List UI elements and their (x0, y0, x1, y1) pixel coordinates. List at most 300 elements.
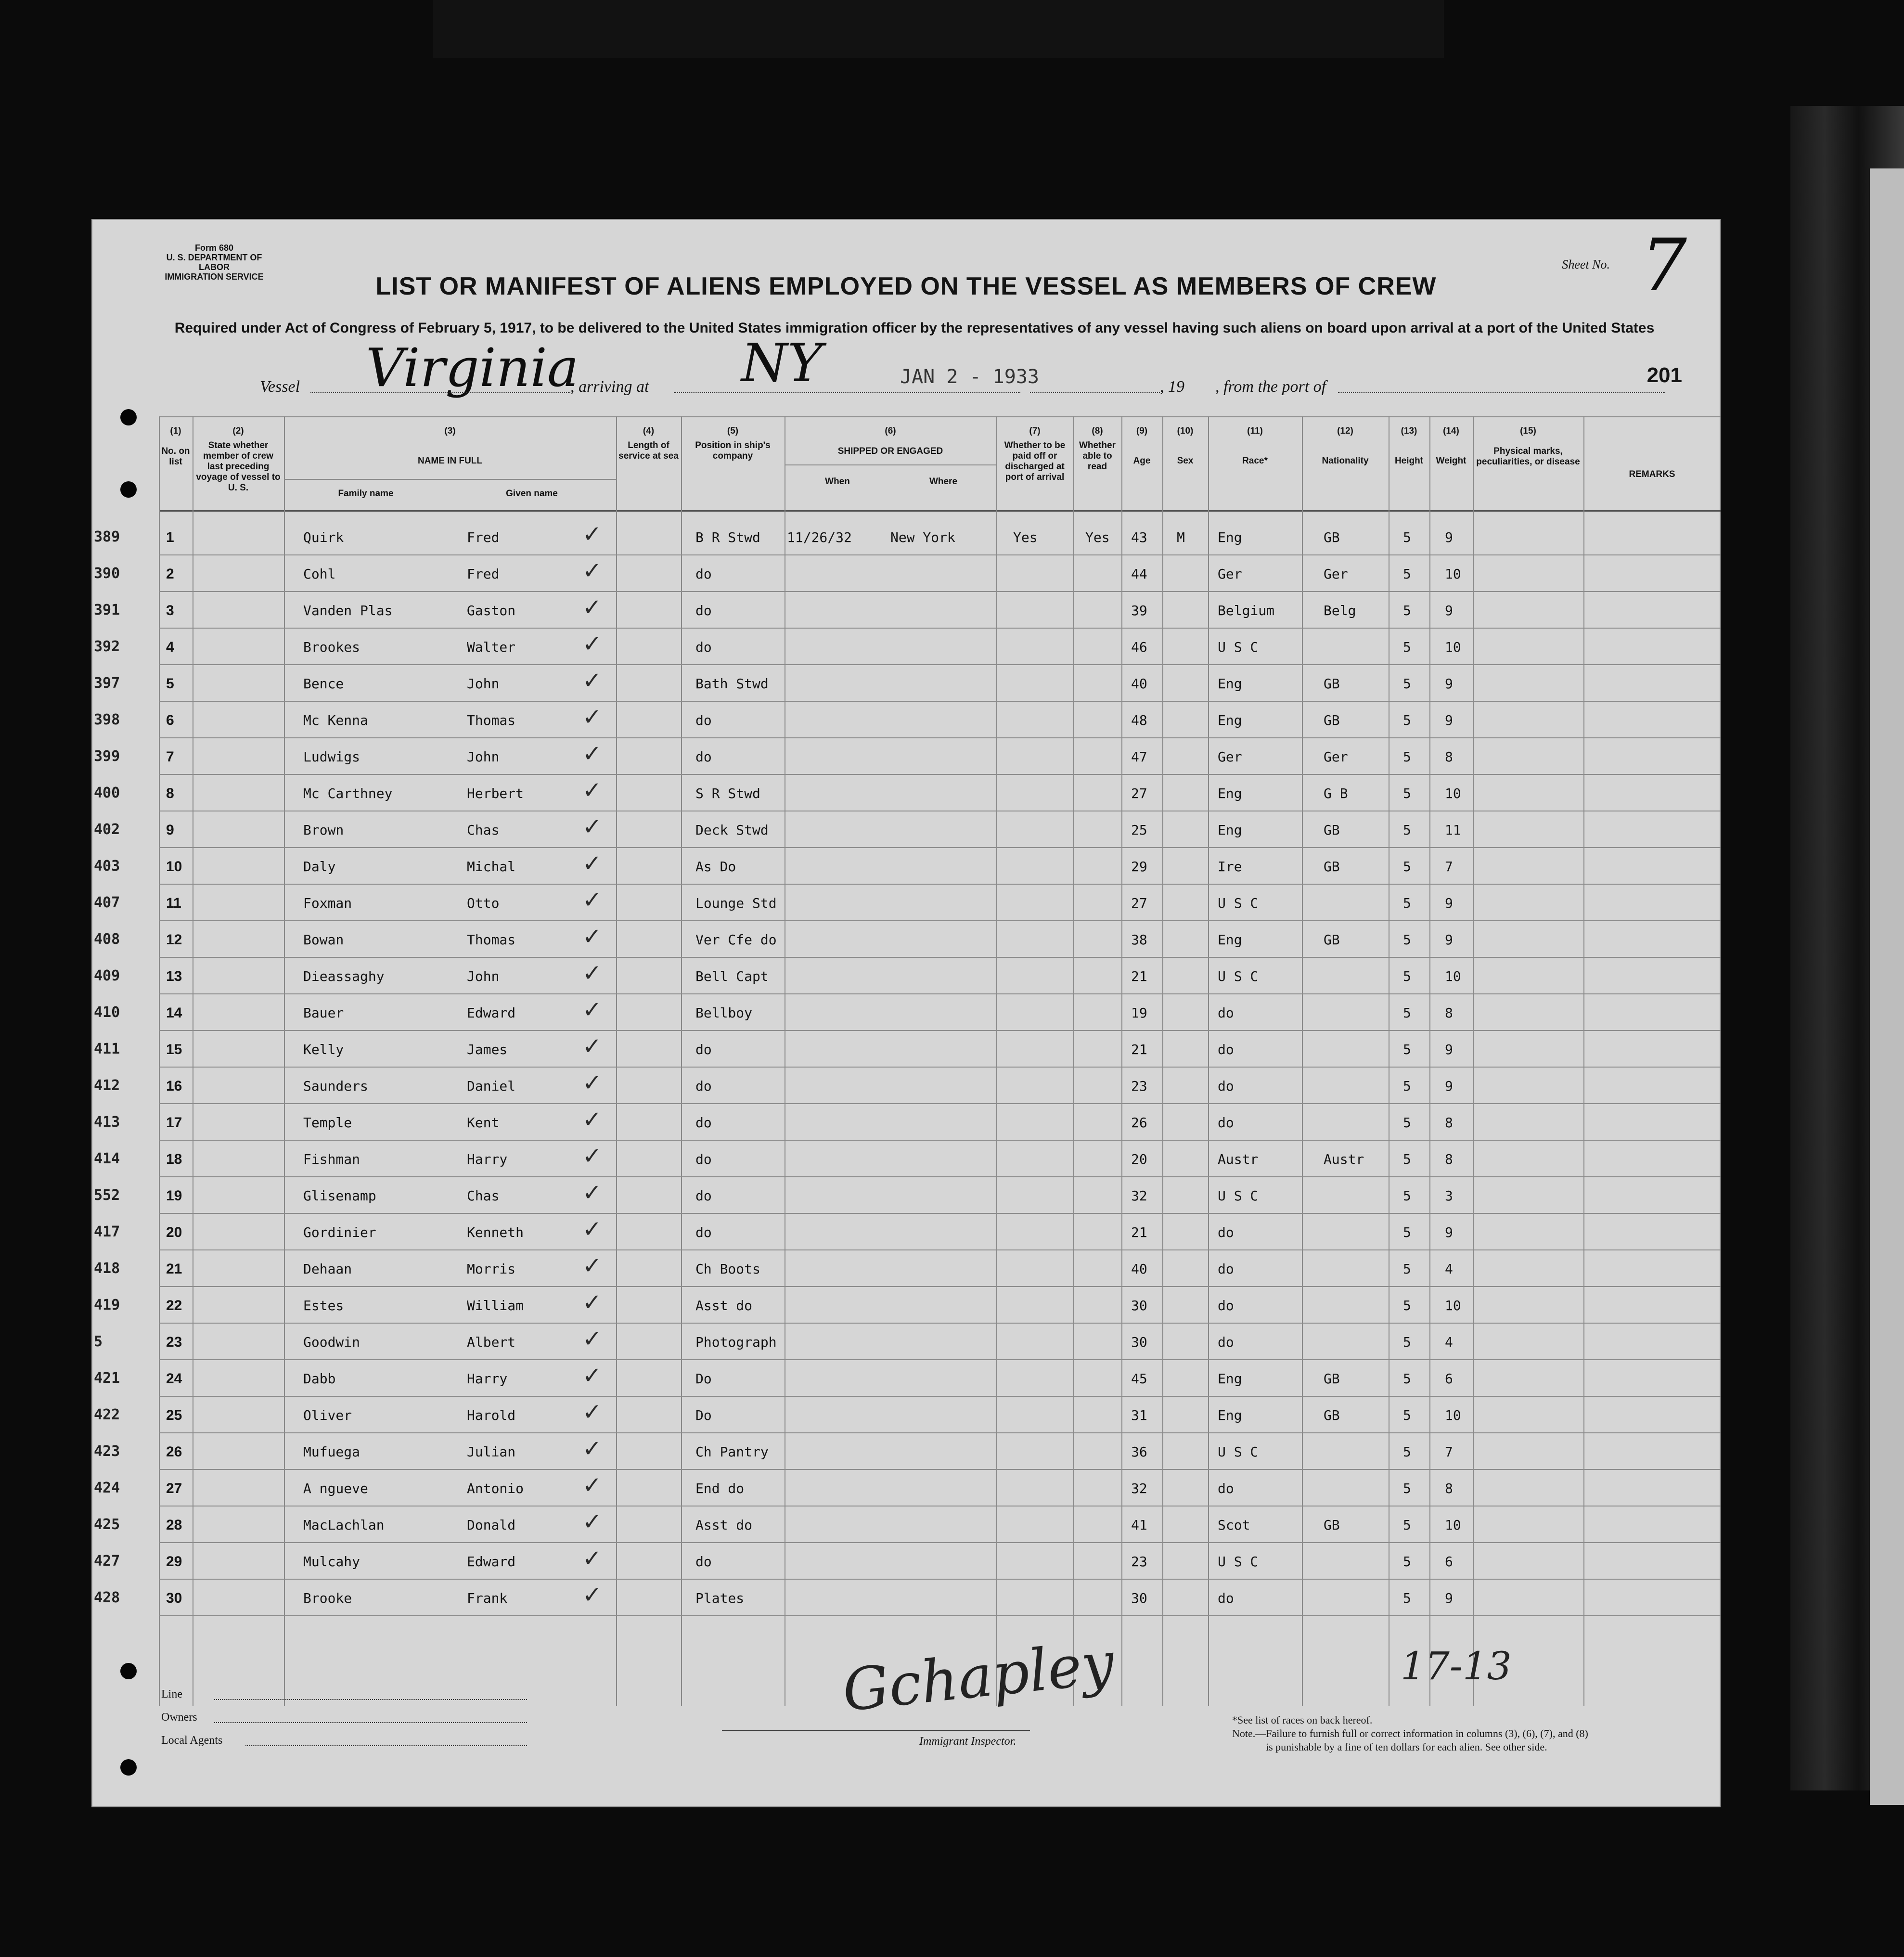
height: 5 (1403, 1407, 1411, 1423)
row-rule (159, 920, 1721, 921)
height: 5 (1403, 1481, 1411, 1496)
weight: 9 (1445, 1224, 1453, 1240)
weight: 6 (1445, 1554, 1453, 1570)
header-col8 (1073, 426, 1121, 472)
margin-reference-number: 409 (94, 967, 120, 984)
nationality: Ger (1324, 749, 1348, 765)
margin-reference-number: 389 (94, 528, 120, 545)
row-number: 4 (166, 639, 174, 655)
row-number: 2 (166, 566, 174, 582)
weight: 9 (1445, 676, 1453, 692)
header-col4 (616, 426, 681, 462)
given-name: Donald (467, 1517, 516, 1533)
age: 21 (1131, 1224, 1147, 1240)
footer-agents-rule (245, 1745, 527, 1746)
given-name: John (467, 749, 500, 765)
weight: 4 (1445, 1334, 1453, 1350)
given-name: William (467, 1298, 524, 1313)
position: do (695, 749, 712, 765)
weight: 8 (1445, 1115, 1453, 1131)
given-name: Fred (467, 529, 500, 545)
check-mark-icon: ✓ (582, 960, 602, 987)
row-number: 22 (166, 1298, 182, 1313)
weight: 9 (1445, 712, 1453, 728)
row-number: 25 (166, 1407, 182, 1423)
age: 23 (1131, 1078, 1147, 1094)
nationality: Austr (1324, 1151, 1364, 1167)
margin-reference-number: 418 (94, 1260, 120, 1277)
family-name: Temple (303, 1115, 352, 1131)
family-name: Bowan (303, 932, 344, 948)
header-col7 (996, 426, 1073, 483)
check-mark-icon: ✓ (582, 1472, 602, 1499)
row-number: 15 (166, 1042, 182, 1057)
position: Bellboy (695, 1005, 753, 1021)
position: Ver Cfe do (695, 932, 777, 948)
given-name: Chas (467, 1188, 500, 1204)
col10-label: Sex (1177, 456, 1194, 466)
nationality: Ger (1324, 566, 1348, 582)
position: do (695, 1115, 712, 1131)
check-mark-icon: ✓ (582, 1289, 602, 1316)
height: 5 (1403, 1517, 1411, 1533)
family-name: Mufuega (303, 1444, 360, 1460)
age: 30 (1131, 1590, 1147, 1606)
given-name: Frank (467, 1590, 508, 1606)
paid-off: Yes (1013, 529, 1038, 545)
race: do (1218, 1590, 1234, 1606)
height: 5 (1403, 1151, 1411, 1167)
family-name: Foxman (303, 895, 352, 911)
race: do (1218, 1298, 1234, 1313)
race: Ire (1218, 859, 1242, 875)
header-family-name: Family name (338, 489, 394, 499)
header-col12 (1302, 426, 1389, 466)
row-rule (159, 847, 1721, 848)
department-name: U. S. DEPARTMENT OF LABOR (166, 253, 262, 272)
row-rule (159, 774, 1721, 775)
col3-num: (3) (444, 426, 456, 436)
col15-num: (15) (1520, 426, 1536, 436)
header-col6 (785, 426, 996, 457)
col2-num: (2) (232, 426, 244, 436)
row-number: 28 (166, 1517, 182, 1533)
nationality: GB (1324, 822, 1340, 838)
row-number: 5 (166, 676, 174, 692)
check-mark-icon: ✓ (582, 667, 602, 694)
punch-hole (120, 409, 137, 425)
arriving-label: , arriving at (570, 378, 649, 396)
weight: 9 (1445, 1042, 1453, 1057)
check-mark-icon: ✓ (582, 850, 602, 877)
height: 5 (1403, 1005, 1411, 1021)
height: 5 (1403, 749, 1411, 765)
height: 5 (1403, 1298, 1411, 1313)
row-rule (159, 1286, 1721, 1287)
row-rule (159, 591, 1721, 592)
weight: 9 (1445, 529, 1453, 545)
race: Eng (1218, 529, 1242, 545)
row-rule (159, 1359, 1721, 1360)
weight: 8 (1445, 1005, 1453, 1021)
race: Eng (1218, 822, 1242, 838)
height: 5 (1403, 1224, 1411, 1240)
given-name: Daniel (467, 1078, 516, 1094)
row-number: 14 (166, 1005, 182, 1021)
check-mark-icon: ✓ (582, 521, 602, 548)
height: 5 (1403, 1042, 1411, 1057)
col6-label: SHIPPED OR ENGAGED (837, 446, 943, 456)
race: U S C (1218, 895, 1259, 911)
row-number: 11 (166, 895, 181, 911)
races-note: *See list of races on back hereof. (1232, 1714, 1373, 1726)
given-name: Thomas (467, 712, 516, 728)
margin-reference-number: 424 (94, 1480, 120, 1496)
row-number: 16 (166, 1078, 182, 1094)
age: 39 (1131, 603, 1147, 618)
position: Deck Stwd (695, 822, 769, 838)
height: 5 (1403, 895, 1411, 911)
position: do (695, 712, 712, 728)
age: 32 (1131, 1481, 1147, 1496)
race: do (1218, 1224, 1234, 1240)
margin-reference-number: 399 (94, 748, 120, 765)
family-name: Fishman (303, 1151, 360, 1167)
row-number: 19 (166, 1188, 182, 1204)
race: do (1218, 1334, 1234, 1350)
punch-hole (120, 1759, 137, 1776)
position: do (695, 1042, 712, 1057)
shipped-when: 11/26/32 (787, 529, 852, 545)
col10-num: (10) (1177, 426, 1194, 436)
row-number: 7 (166, 749, 174, 765)
weight: 4 (1445, 1261, 1453, 1277)
col-rule (159, 416, 160, 1706)
row-number: 10 (166, 859, 182, 875)
row-number: 3 (166, 603, 174, 618)
age: 32 (1131, 1188, 1147, 1204)
age: 47 (1131, 749, 1147, 765)
family-name: Ludwigs (303, 749, 360, 765)
family-name: A ngueve (303, 1481, 368, 1496)
family-name: Mc Kenna (303, 712, 368, 728)
row-rule (159, 737, 1721, 738)
name-subheader-rule (284, 479, 616, 480)
given-name: Albert (467, 1334, 516, 1350)
row-rule (159, 993, 1721, 994)
position: Do (695, 1371, 712, 1387)
check-mark-icon: ✓ (582, 1435, 602, 1462)
given-name: James (467, 1042, 508, 1057)
nationality: GB (1324, 932, 1340, 948)
position: Lounge Std (695, 895, 777, 911)
nationality: GB (1324, 1517, 1340, 1533)
race: Eng (1218, 712, 1242, 728)
family-name: Goodwin (303, 1334, 360, 1350)
page-title: LIST OR MANIFEST OF ALIENS EMPLOYED ON THE VESSEL AS MEMBERS OF CREW (375, 272, 1437, 300)
row-rule (159, 1396, 1721, 1397)
height: 5 (1403, 1078, 1411, 1094)
family-name: Bauer (303, 1005, 344, 1021)
margin-reference-number: 421 (94, 1370, 120, 1387)
weight: 8 (1445, 749, 1453, 765)
row-rule (159, 1469, 1721, 1470)
row-number: 27 (166, 1481, 182, 1496)
margin-reference-number: 400 (94, 785, 120, 801)
given-name: Michal (467, 859, 516, 875)
margin-reference-number: 407 (94, 894, 120, 911)
age: 38 (1131, 932, 1147, 948)
sheet-number-label: Sheet No. (1562, 258, 1610, 271)
col-rule (1473, 416, 1474, 1706)
margin-reference-number: 427 (94, 1553, 120, 1570)
height: 5 (1403, 1261, 1411, 1277)
race: do (1218, 1078, 1234, 1094)
given-name: Julian (467, 1444, 516, 1460)
family-name: Oliver (303, 1407, 352, 1423)
check-mark-icon: ✓ (582, 631, 602, 657)
height: 5 (1403, 639, 1411, 655)
nationality: Belg (1324, 603, 1356, 618)
row-number: 8 (166, 785, 174, 801)
margin-reference-number: 414 (94, 1150, 120, 1167)
race: Eng (1218, 1371, 1242, 1387)
row-rule (159, 701, 1721, 702)
margin-reference-number: 391 (94, 602, 120, 618)
col7-label: Whether to be paid off or discharged at port of arrival (1004, 440, 1066, 482)
row-rule (159, 1323, 1721, 1324)
col5-label: Position in ship's company (695, 440, 771, 461)
family-name: Gordinier (303, 1224, 376, 1240)
margin-reference-number: 390 (94, 565, 120, 582)
age: 43 (1131, 529, 1147, 545)
weight: 10 (1445, 639, 1461, 655)
row-rule (159, 1103, 1721, 1104)
margin-reference-number: 419 (94, 1297, 120, 1313)
position: do (695, 1554, 712, 1570)
margin-reference-number: 417 (94, 1223, 120, 1240)
arrival-date-stamp: JAN 2 - 1933 (900, 366, 1039, 388)
able-to-read: Yes (1085, 529, 1110, 545)
punch-hole (120, 481, 137, 498)
col2-label: State whether member of crew last preceding voyage of vessel to U. S. (196, 440, 281, 493)
weight: 9 (1445, 1590, 1453, 1606)
age: 20 (1131, 1151, 1147, 1167)
family-name: Saunders (303, 1078, 368, 1094)
family-name: Estes (303, 1298, 344, 1313)
check-mark-icon: ✓ (582, 1582, 602, 1609)
col-rule (1302, 416, 1303, 1706)
margin-reference-number: 402 (94, 821, 120, 838)
position: do (695, 1151, 712, 1167)
inspector-rule (722, 1730, 1030, 1731)
row-number: 23 (166, 1334, 182, 1350)
age: 27 (1131, 895, 1147, 911)
race: Belgium (1218, 603, 1275, 618)
col1-num: (1) (170, 426, 181, 436)
row-rule (159, 1432, 1721, 1433)
given-name: Fred (467, 566, 500, 582)
row-rule (159, 554, 1721, 555)
col11-label: Race* (1242, 456, 1268, 466)
header-col10 (1162, 426, 1208, 466)
margin-reference-number: 422 (94, 1406, 120, 1423)
race: U S C (1218, 1188, 1259, 1204)
header-remarks: REMARKS (1629, 469, 1675, 479)
col11-num: (11) (1247, 426, 1263, 436)
col-rule (996, 416, 997, 1706)
col14-label: Weight (1436, 456, 1467, 466)
family-name: Brown (303, 822, 344, 838)
family-name: Mulcahy (303, 1554, 360, 1570)
height: 5 (1403, 566, 1411, 582)
check-mark-icon: ✓ (582, 1326, 602, 1352)
margin-reference-number: 398 (94, 711, 120, 728)
weight: 9 (1445, 932, 1453, 948)
row-number: 13 (166, 968, 182, 984)
given-name: Edward (467, 1554, 516, 1570)
footer-line-rule (214, 1699, 527, 1700)
check-mark-icon: ✓ (582, 1399, 602, 1426)
race: U S C (1218, 1554, 1259, 1570)
row-rule (159, 1579, 1721, 1580)
row-number: 1 (166, 529, 174, 545)
age: 23 (1131, 1554, 1147, 1570)
given-name: Herbert (467, 785, 524, 801)
row-number: 12 (166, 932, 182, 948)
given-name: John (467, 968, 500, 984)
penalty-note-cont: is punishable by a fine of ten dollars for each alien. See other side. (1266, 1741, 1547, 1753)
position: Ch Boots (695, 1261, 760, 1277)
form-number: Form 680 (194, 243, 234, 253)
family-name: Cohl (303, 566, 336, 582)
row-rule (159, 664, 1721, 665)
family-name: Brooke (303, 1590, 352, 1606)
col8-num: (8) (1092, 426, 1103, 436)
row-number: 24 (166, 1371, 182, 1387)
col6-num: (6) (885, 426, 896, 436)
adjacent-page-edge (1870, 168, 1904, 1805)
header-col11 (1208, 426, 1302, 466)
check-mark-icon: ✓ (582, 594, 602, 621)
race: Eng (1218, 785, 1242, 801)
weight: 10 (1445, 968, 1461, 984)
inspector-label: Immigrant Inspector. (919, 1735, 1016, 1748)
given-name: Kent (467, 1115, 500, 1131)
col-rule (1429, 416, 1430, 1706)
height: 5 (1403, 1188, 1411, 1204)
race: U S C (1218, 639, 1259, 655)
vessel-name: Virginia (366, 337, 579, 399)
col5-num: (5) (727, 426, 739, 436)
position: End do (695, 1481, 745, 1496)
family-name: Dieassaghy (303, 968, 385, 984)
scan-background-mark (433, 0, 1444, 58)
footer-agents-label: Local Agents (161, 1734, 223, 1747)
nationality: GB (1324, 1407, 1340, 1423)
height: 5 (1403, 859, 1411, 875)
punch-hole (120, 1663, 137, 1679)
page-subtitle: Required under Act of Congress of February 5, 1917, to be delivered to the United States immigration officer by the representatives of any vessel having such aliens on board upon arrival at a port of the United States (174, 320, 1655, 336)
check-mark-icon: ✓ (582, 1033, 602, 1060)
row-rule (159, 957, 1721, 958)
margin-reference-number: 410 (94, 1004, 120, 1021)
weight: 6 (1445, 1371, 1453, 1387)
family-name: Kelly (303, 1042, 344, 1057)
age: 45 (1131, 1371, 1147, 1387)
weight: 10 (1445, 1298, 1461, 1313)
given-name: Harry (467, 1151, 508, 1167)
margin-reference-number: 403 (94, 858, 120, 875)
col13-label: Height (1394, 456, 1424, 466)
from-port-rule (1338, 392, 1665, 393)
margin-reference-number: 552 (94, 1187, 120, 1204)
given-name: Kenneth (467, 1224, 524, 1240)
row-number: 9 (166, 822, 174, 838)
col14-num: (14) (1443, 426, 1459, 436)
age: 25 (1131, 822, 1147, 838)
arriving-rule (674, 392, 1020, 393)
header-col9 (1121, 426, 1162, 466)
given-name: John (467, 676, 500, 692)
age: 21 (1131, 968, 1147, 984)
row-rule (159, 1030, 1721, 1031)
check-mark-icon: ✓ (582, 1069, 602, 1096)
position: do (695, 639, 712, 655)
arriving-port: NY (741, 332, 823, 394)
weight: 10 (1445, 1407, 1461, 1423)
age: 44 (1131, 566, 1147, 582)
col12-label: Nationality (1322, 456, 1369, 466)
given-name: Otto (467, 895, 500, 911)
nationality: GB (1324, 676, 1340, 692)
row-rule (159, 1249, 1721, 1250)
table-header-rule (159, 510, 1721, 512)
row-rule (159, 1213, 1721, 1214)
age: 29 (1131, 859, 1147, 875)
height: 5 (1403, 932, 1411, 948)
nationality: GB (1324, 529, 1340, 545)
race: do (1218, 1042, 1234, 1057)
position: do (695, 1188, 712, 1204)
from-port-label: , from the port of (1215, 378, 1326, 396)
year-label: , 19 (1160, 378, 1184, 396)
height: 5 (1403, 1334, 1411, 1350)
row-number: 29 (166, 1554, 182, 1570)
table-top-rule (159, 416, 1721, 417)
weight: 7 (1445, 859, 1453, 875)
row-number: 18 (166, 1151, 182, 1167)
age: 21 (1131, 1042, 1147, 1057)
position: Asst do (695, 1517, 753, 1533)
family-name: Dabb (303, 1371, 336, 1387)
margin-reference-number: 413 (94, 1114, 120, 1131)
position: Bath Stwd (695, 676, 769, 692)
row-number: 6 (166, 712, 174, 728)
vessel-label: Vessel (260, 378, 300, 396)
age: 36 (1131, 1444, 1147, 1460)
given-name: Walter (467, 639, 516, 655)
nationality: GB (1324, 712, 1340, 728)
age: 41 (1131, 1517, 1147, 1533)
height: 5 (1403, 1371, 1411, 1387)
date-rule (1030, 392, 1160, 393)
row-rule (159, 628, 1721, 629)
given-name: Harold (467, 1407, 516, 1423)
age: 19 (1131, 1005, 1147, 1021)
col8-label: Whether able to read (1079, 440, 1116, 472)
family-name: Vanden Plas (303, 603, 393, 618)
